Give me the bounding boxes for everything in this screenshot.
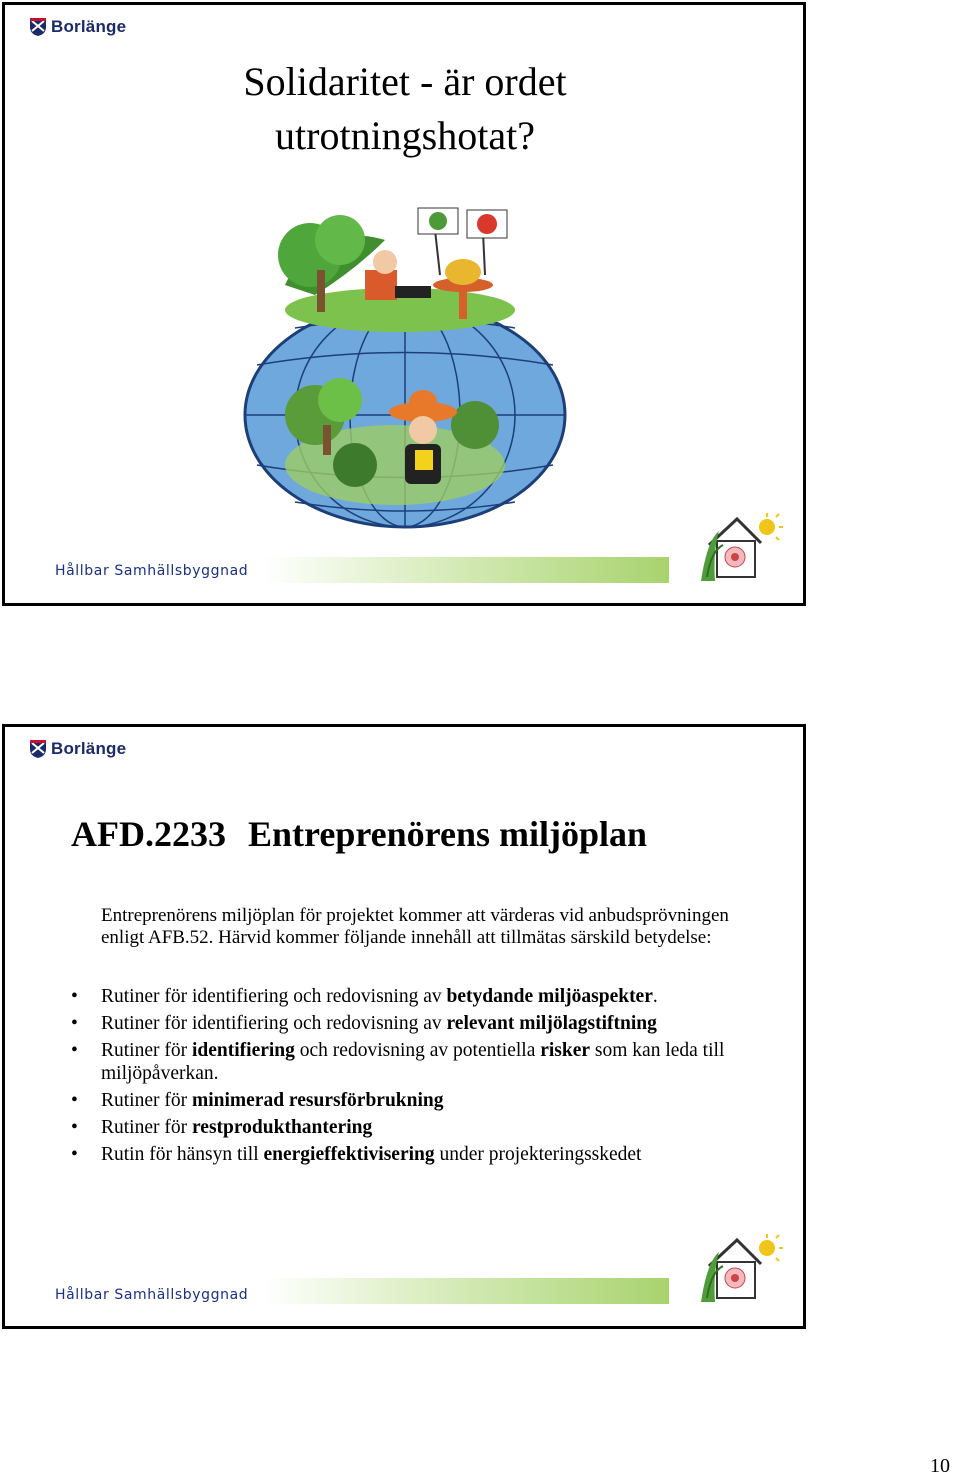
- item-text: Rutiner för: [101, 1040, 192, 1061]
- item-emphasis: risker: [540, 1040, 591, 1061]
- item-text: Rutiner för: [101, 1090, 192, 1111]
- bullet-icon: •: [71, 986, 78, 1007]
- bullet-icon: •: [71, 1144, 78, 1165]
- list-item: [69, 1012, 769, 1035]
- slide-title-line-1: Solidaritet - är ordet: [243, 59, 567, 104]
- item-text: Rutiner för identifiering och redovisning av: [101, 986, 447, 1007]
- logo-text: Borlänge: [51, 739, 127, 758]
- borlange-logo: [29, 739, 126, 759]
- item-text: Rutiner för identifiering och redovisning av: [101, 1013, 447, 1034]
- item-emphasis: relevant miljölagstiftning: [446, 1013, 657, 1034]
- item-text: och redovisning av potentiella: [294, 1040, 541, 1061]
- slide-title: [5, 55, 805, 163]
- footer-gradient-bar: [263, 1278, 669, 1304]
- item-text: som kan leda till miljöpåverkan.: [101, 1040, 725, 1084]
- bullet-icon: •: [71, 1040, 78, 1061]
- list-item: [69, 1116, 769, 1139]
- item-text: Rutiner för: [101, 1117, 192, 1138]
- item-emphasis: restprodukthantering: [191, 1117, 373, 1138]
- bullet-icon: •: [71, 1117, 78, 1138]
- borlange-logo: [29, 17, 126, 37]
- footer-gradient-bar: [263, 557, 669, 583]
- crest-icon: [29, 739, 47, 759]
- slide-2: [2, 724, 806, 1329]
- footer-text: Hållbar Samhällsbyggnad: [55, 563, 249, 579]
- title-code: AFD.2233: [71, 814, 226, 854]
- item-emphasis: minimerad resursförbrukning: [191, 1090, 444, 1111]
- item-text: under projekteringsskedet: [434, 1144, 642, 1165]
- item-text: Rutin för hänsyn till: [101, 1144, 264, 1165]
- item-emphasis: energieffektivisering: [263, 1144, 435, 1165]
- logo-text: Borlänge: [51, 17, 127, 36]
- bullet-icon: •: [71, 1090, 78, 1111]
- page-number: 10: [930, 1455, 950, 1477]
- crest-icon: [29, 17, 47, 37]
- list-item: [69, 985, 769, 1008]
- intro-paragraph: Entreprenörens miljöplan för projektet kommer att värderas vid anbudsprövningen enligt AFB.52. Härvid kommer följande innehåll att tillmätas särskild betydelse:: [101, 905, 729, 948]
- item-emphasis: betydande miljöaspekter: [446, 986, 653, 1007]
- item-text: .: [652, 986, 658, 1007]
- slide-title-line-2: utrotningshotat?: [275, 113, 535, 158]
- globe-illustration: [235, 200, 575, 530]
- footer-text: Hållbar Samhällsbyggnad: [55, 1287, 249, 1303]
- list-item: [69, 1089, 769, 1112]
- title-text: Entreprenörens miljöplan: [248, 814, 648, 854]
- item-emphasis: identifiering: [191, 1040, 295, 1061]
- list-item: [69, 1143, 769, 1166]
- slide-1: [2, 2, 806, 606]
- bullet-icon: •: [71, 1013, 78, 1034]
- sustainable-house-logo: [699, 511, 783, 583]
- requirements-list: [69, 985, 769, 1170]
- sustainable-house-logo: [699, 1232, 783, 1304]
- slide-title: [71, 813, 647, 855]
- list-item: [69, 1039, 769, 1085]
